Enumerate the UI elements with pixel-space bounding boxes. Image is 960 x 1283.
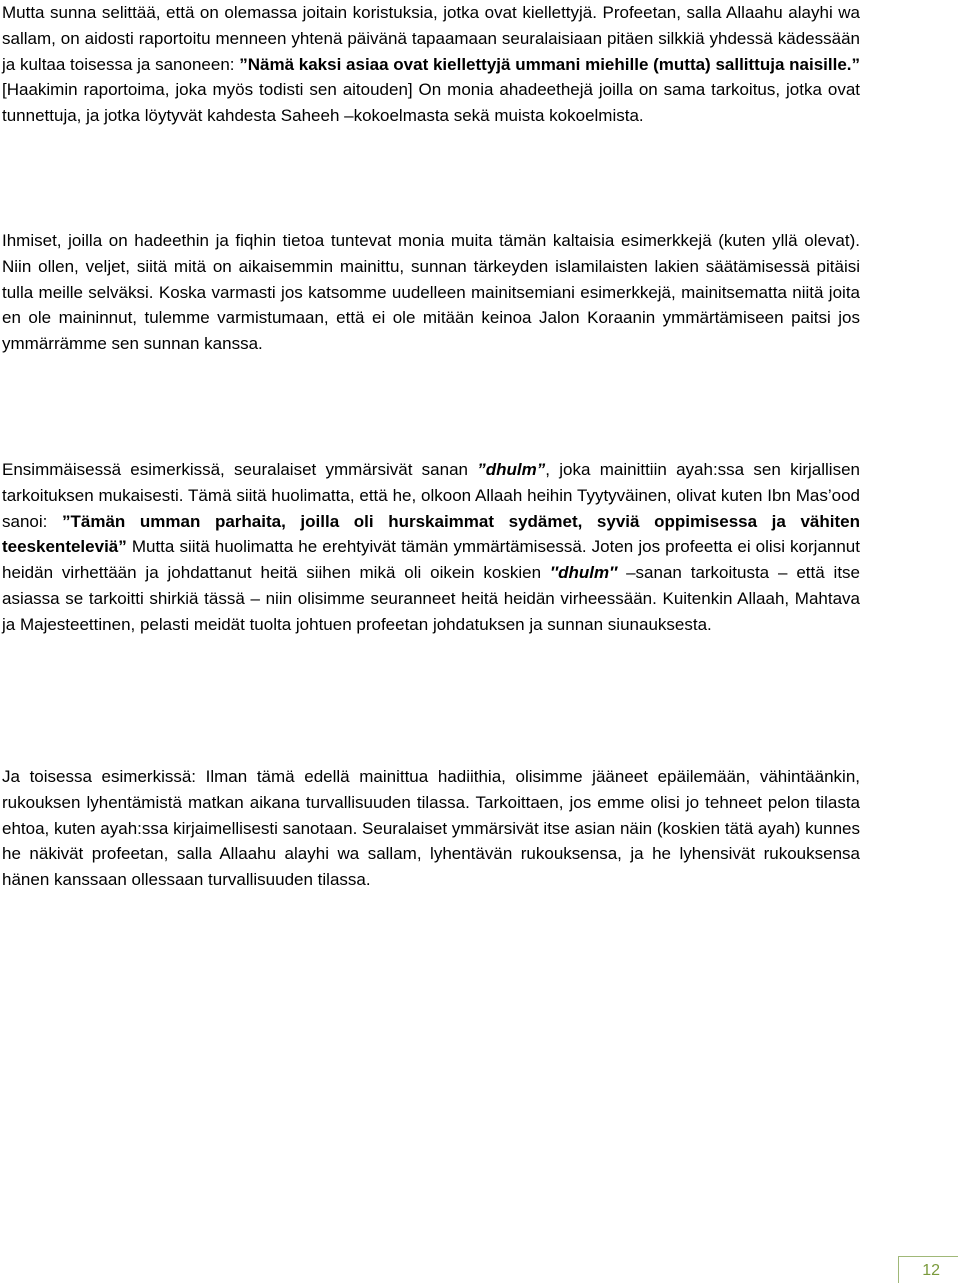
page-number: 12 — [922, 1262, 940, 1279]
page-number-rule — [898, 1256, 958, 1257]
text-run: Mutta siitä huolimatta he erehtyivät tämän ymmärtämisessä. Joten jos profeetta ei olisi korjannut heidän virhettään ja johdattanut heitä siihen mikä oli oikein koskien — [2, 537, 860, 583]
paragraph-3 — [2, 457, 860, 638]
text-run: Mutta sunna selittää, että on olemassa joitain koristuksia, jotka ovat kiellettyjä. Profeetan, salla Allaahu alayhi wa sallam, on aidosti raportoitu menneen yhtenä päivänä tapaamaan seuralaisiaan pitäen silkkiä yhdessä kädessään ja kultaa toisessa ja sanoneen: — [2, 3, 860, 74]
text-run: , joka mainittiin ayah:ssa sen kirjallisen tarkoituksen mukaisesti. Tämä siitä huolimatta, että he, olkoon Allaah heihin Tyytyväinen, olivat kuten Ibn Mas’ood sanoi: — [2, 460, 860, 531]
text-run: [Haakimin raportoima, joka myös todisti sen aitouden] On monia ahadeethejä joilla on sama tarkoitus, jotka ovat tunnettuja, ja jotka löytyvät kahdesta Saheeh –kokoelmasta sekä muista kokoelmista. — [2, 80, 860, 126]
paragraph-4 — [2, 764, 860, 893]
text-run: –sanan tarkoitusta – että itse asiassa se tarkoitti shirkiä tässä – niin olisimme seuranneet heitä heidän virheessään. Kuitenkin Allaah, Mahtava ja Majesteettinen, pelasti meidät tuolta johtuen profeetan johdatuksen ja sunnan siunauksesta. — [2, 563, 860, 634]
text-run: Ihmiset, joilla on hadeethin ja fiqhin tietoa tuntevat monia muita tämän kaltaisia esimerkkejä (kuten yllä olevat). Niin ollen, veljet, siitä mitä on aikaisemmin mainittu, sunnan tärkeyden islamilaisten lakien säätämisessä pitäisi tulla meille selväksi. Koska varmasti jos katsomme uudelleen mainitsemiani esimerkkejä, mainitsematta niitä joita en ole maininnut, tulemme varmistumaan, että ei ole mitään keinoa Jalon Koraanin ymmärtämiseen paitsi jos ymmärrämme sen sunnan kanssa. — [2, 231, 860, 354]
paragraph-2 — [2, 228, 860, 357]
page-number-divider — [898, 1256, 899, 1283]
text-run: ”dhulm” — [477, 460, 546, 479]
text-run: ”Tämän umman parhaita, joilla oli hurskaimmat sydämet, syviä oppimisessa ja vähiten teeskenteleviä” — [2, 511, 860, 557]
paragraph-1 — [2, 0, 860, 129]
text-run: ”Nämä kaksi asiaa ovat kiellettyjä ummani miehille (mutta) sallittuja naisille.” — [239, 54, 860, 74]
text-run: Ensimmäisessä esimerkissä, seuralaiset ymmärsivät sanan — [2, 460, 478, 479]
text-run: ″dhulm″ — [549, 563, 618, 583]
text-run: Ja toisessa esimerkissä: Ilman tämä edellä mainittua hadiithia, olisimme jääneet epäilemään, vähintäänkin, rukouksen lyhentämistä matkan aikana turvallisuuden tilassa. Tarkoittaen, jos emme olisi jo tehneet pelon tilasta ehtoa, kuten ayah:ssa kirjaimellisesti sanotaan. Seuralaiset ymmärsivät itse asian näin (koskien tätä ayah) kunnes he näkivät profeetan, salla Allaahu alayhi wa sallam, lyhentävän rukouksensa, ja he lyhensivät rukouksensa hänen kanssaan ollessaan turvallisuuden tilassa. — [2, 767, 860, 890]
